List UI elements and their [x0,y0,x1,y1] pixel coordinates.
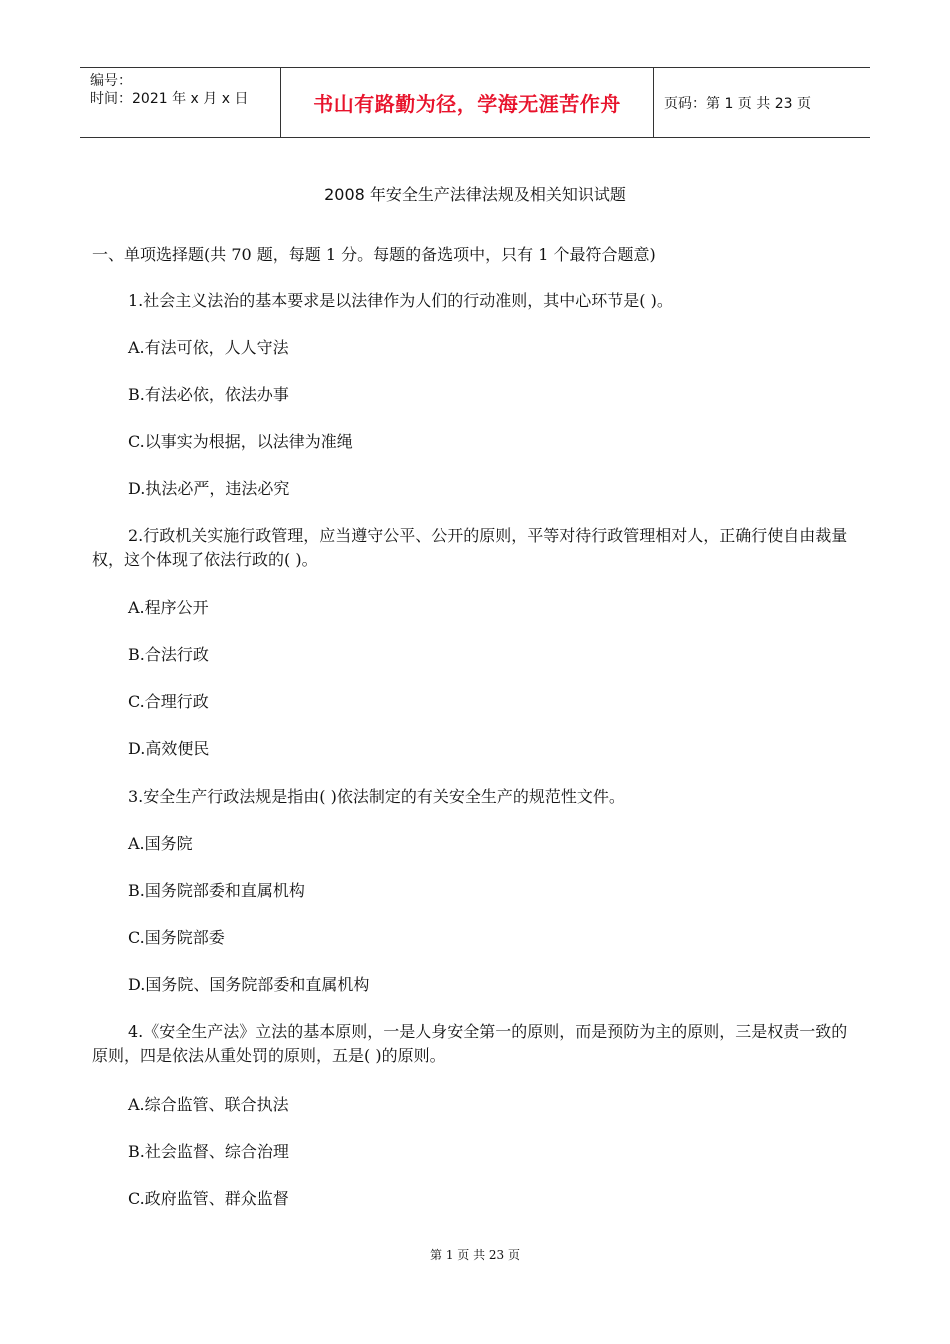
header-page-cell [654,68,870,137]
question-1: 1.社会主义法治的基本要求是以法律作为人们的行动准则，其中心环节是( )。 [128,291,673,310]
question-3-option-d: D.国务院、国务院部委和直属机构 [128,975,370,994]
question-2-option-d: D.高效便民 [128,739,210,758]
header-motto-cell [280,68,654,137]
question-3-option-a: A.国务院 [128,834,193,853]
question-1-option-d: D.执法必严，违法必究 [128,479,290,498]
question-4-option-a: A.综合监管、联合执法 [128,1095,289,1114]
header-meta [80,68,280,137]
number-label: 编号： [90,73,132,89]
question-4-option-b: B.社会监督、综合治理 [128,1142,289,1161]
motto-text: 书山有路勤为径，学海无涯苦作舟 [313,92,621,116]
question-4-option-c: C.政府监管、群众监督 [128,1189,289,1208]
question-3-option-c: C.国务院部委 [128,928,225,947]
question-2-option-b: B.合法行政 [128,645,209,664]
question-3-option-b: B.国务院部委和直属机构 [128,881,305,900]
question-4: 4.《安全生产法》立法的基本原则，一是人身安全第一的原则，而是预防为主的原则，三是权责一致的原则，四是依法从重处罚的原则，五是( )的原则。 [92,1022,848,1065]
date-label: 时间：2021 年 x 月 x 日 [90,91,249,107]
question-3: 3.安全生产行政法规是指由( )依法制定的有关安全生产的规范性文件。 [128,787,625,806]
question-2: 2.行政机关实施行政管理，应当遵守公平、公开的原则，平等对待行政管理相对人，正确行使自由裁量权，这个体现了依法行政的( )。 [92,526,848,569]
page-footer: 第 1 页 共 23 页 [430,1248,520,1262]
section-heading: 一、单项选择题(共 70 题，每题 1 分。每题的备选项中，只有 1 个最符合题意) [92,245,656,264]
question-2-option-a: A.程序公开 [128,598,209,617]
document-title: 2008 年安全生产法律法规及相关知识试题 [324,185,626,204]
question-2-option-c: C.合理行政 [128,692,209,711]
question-1-option-c: C.以事实为根据，以法律为准绳 [128,432,353,451]
page-info: 页码：第 1 页 共 23 页 [664,95,811,112]
page-header [80,67,870,138]
question-1-option-b: B.有法必依，依法办事 [128,385,289,404]
question-1-option-a: A.有法可依，人人守法 [128,338,289,357]
